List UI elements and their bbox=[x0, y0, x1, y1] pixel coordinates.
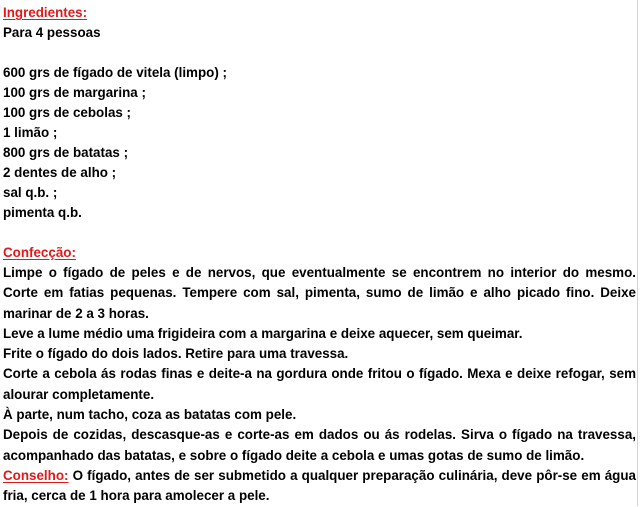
page-border bbox=[637, 0, 638, 506]
ingredient-item: sal q.b. ; bbox=[3, 185, 58, 200]
ingredient-item: 600 grs de fígado de vitela (limpo) ; bbox=[3, 65, 227, 80]
ingredient-item: 100 grs de cebolas ; bbox=[3, 105, 132, 120]
preparation-step: Limpe o fígado de peles e de nervos, que eventualmente se encontrem no interior do mesmo. Corte em fatias pequenas. Tempere com sal, pimenta, sumo de limão e alho picado fino. Deixe marinar de 2 a 3 horas. bbox=[3, 265, 636, 321]
preparation-step: À parte, num tacho, coza as batatas com pele. bbox=[3, 407, 297, 423]
ingredients-heading: Ingredientes: bbox=[3, 5, 88, 20]
ingredient-item: 800 grs de batatas ; bbox=[3, 145, 129, 160]
preparation-step: Leve a lume médio uma frigideira com a margarina e deixe aquecer, sem queimar. bbox=[3, 325, 523, 341]
servings-text: Para 4 pessoas bbox=[3, 25, 101, 40]
ingredient-item: 1 limão ; bbox=[3, 125, 58, 140]
preparation-step: Depois de cozidas, descasque-as e corte-as em dados ou ás rodelas. Sirva o fígado na travessa, acompanhado das batatas, e sobre o fígado deite a cebola e umas gotas de sumo de limão. bbox=[3, 427, 636, 463]
tip-text: O fígado, antes de ser submetido a qualquer preparação culinária, deve pôr-se em água fria, cerca de 1 hora para amolecer a pele. bbox=[3, 467, 636, 504]
preparation-heading: Confecção: bbox=[3, 245, 76, 260]
ingredient-item: 100 grs de margarina ; bbox=[3, 85, 146, 100]
preparation-steps bbox=[3, 263, 636, 466]
ingredients-list bbox=[3, 63, 636, 223]
tip-label: Conselho: bbox=[3, 467, 69, 483]
preparation-step: Corte a cebola ás rodas finas e deite-a na gordura onde fritou o fígado. Mexa e deixe refogar, sem alourar completamente. bbox=[3, 366, 636, 402]
spacer bbox=[3, 43, 636, 63]
ingredient-item: 2 dentes de alho ; bbox=[3, 165, 117, 180]
spacer bbox=[3, 223, 636, 243]
ingredient-item: pimenta q.b. bbox=[3, 205, 82, 220]
recipe-document bbox=[3, 3, 636, 507]
tip-paragraph bbox=[3, 466, 636, 507]
preparation-step: Frite o fígado do dois lados. Retire para uma travessa. bbox=[3, 346, 349, 362]
